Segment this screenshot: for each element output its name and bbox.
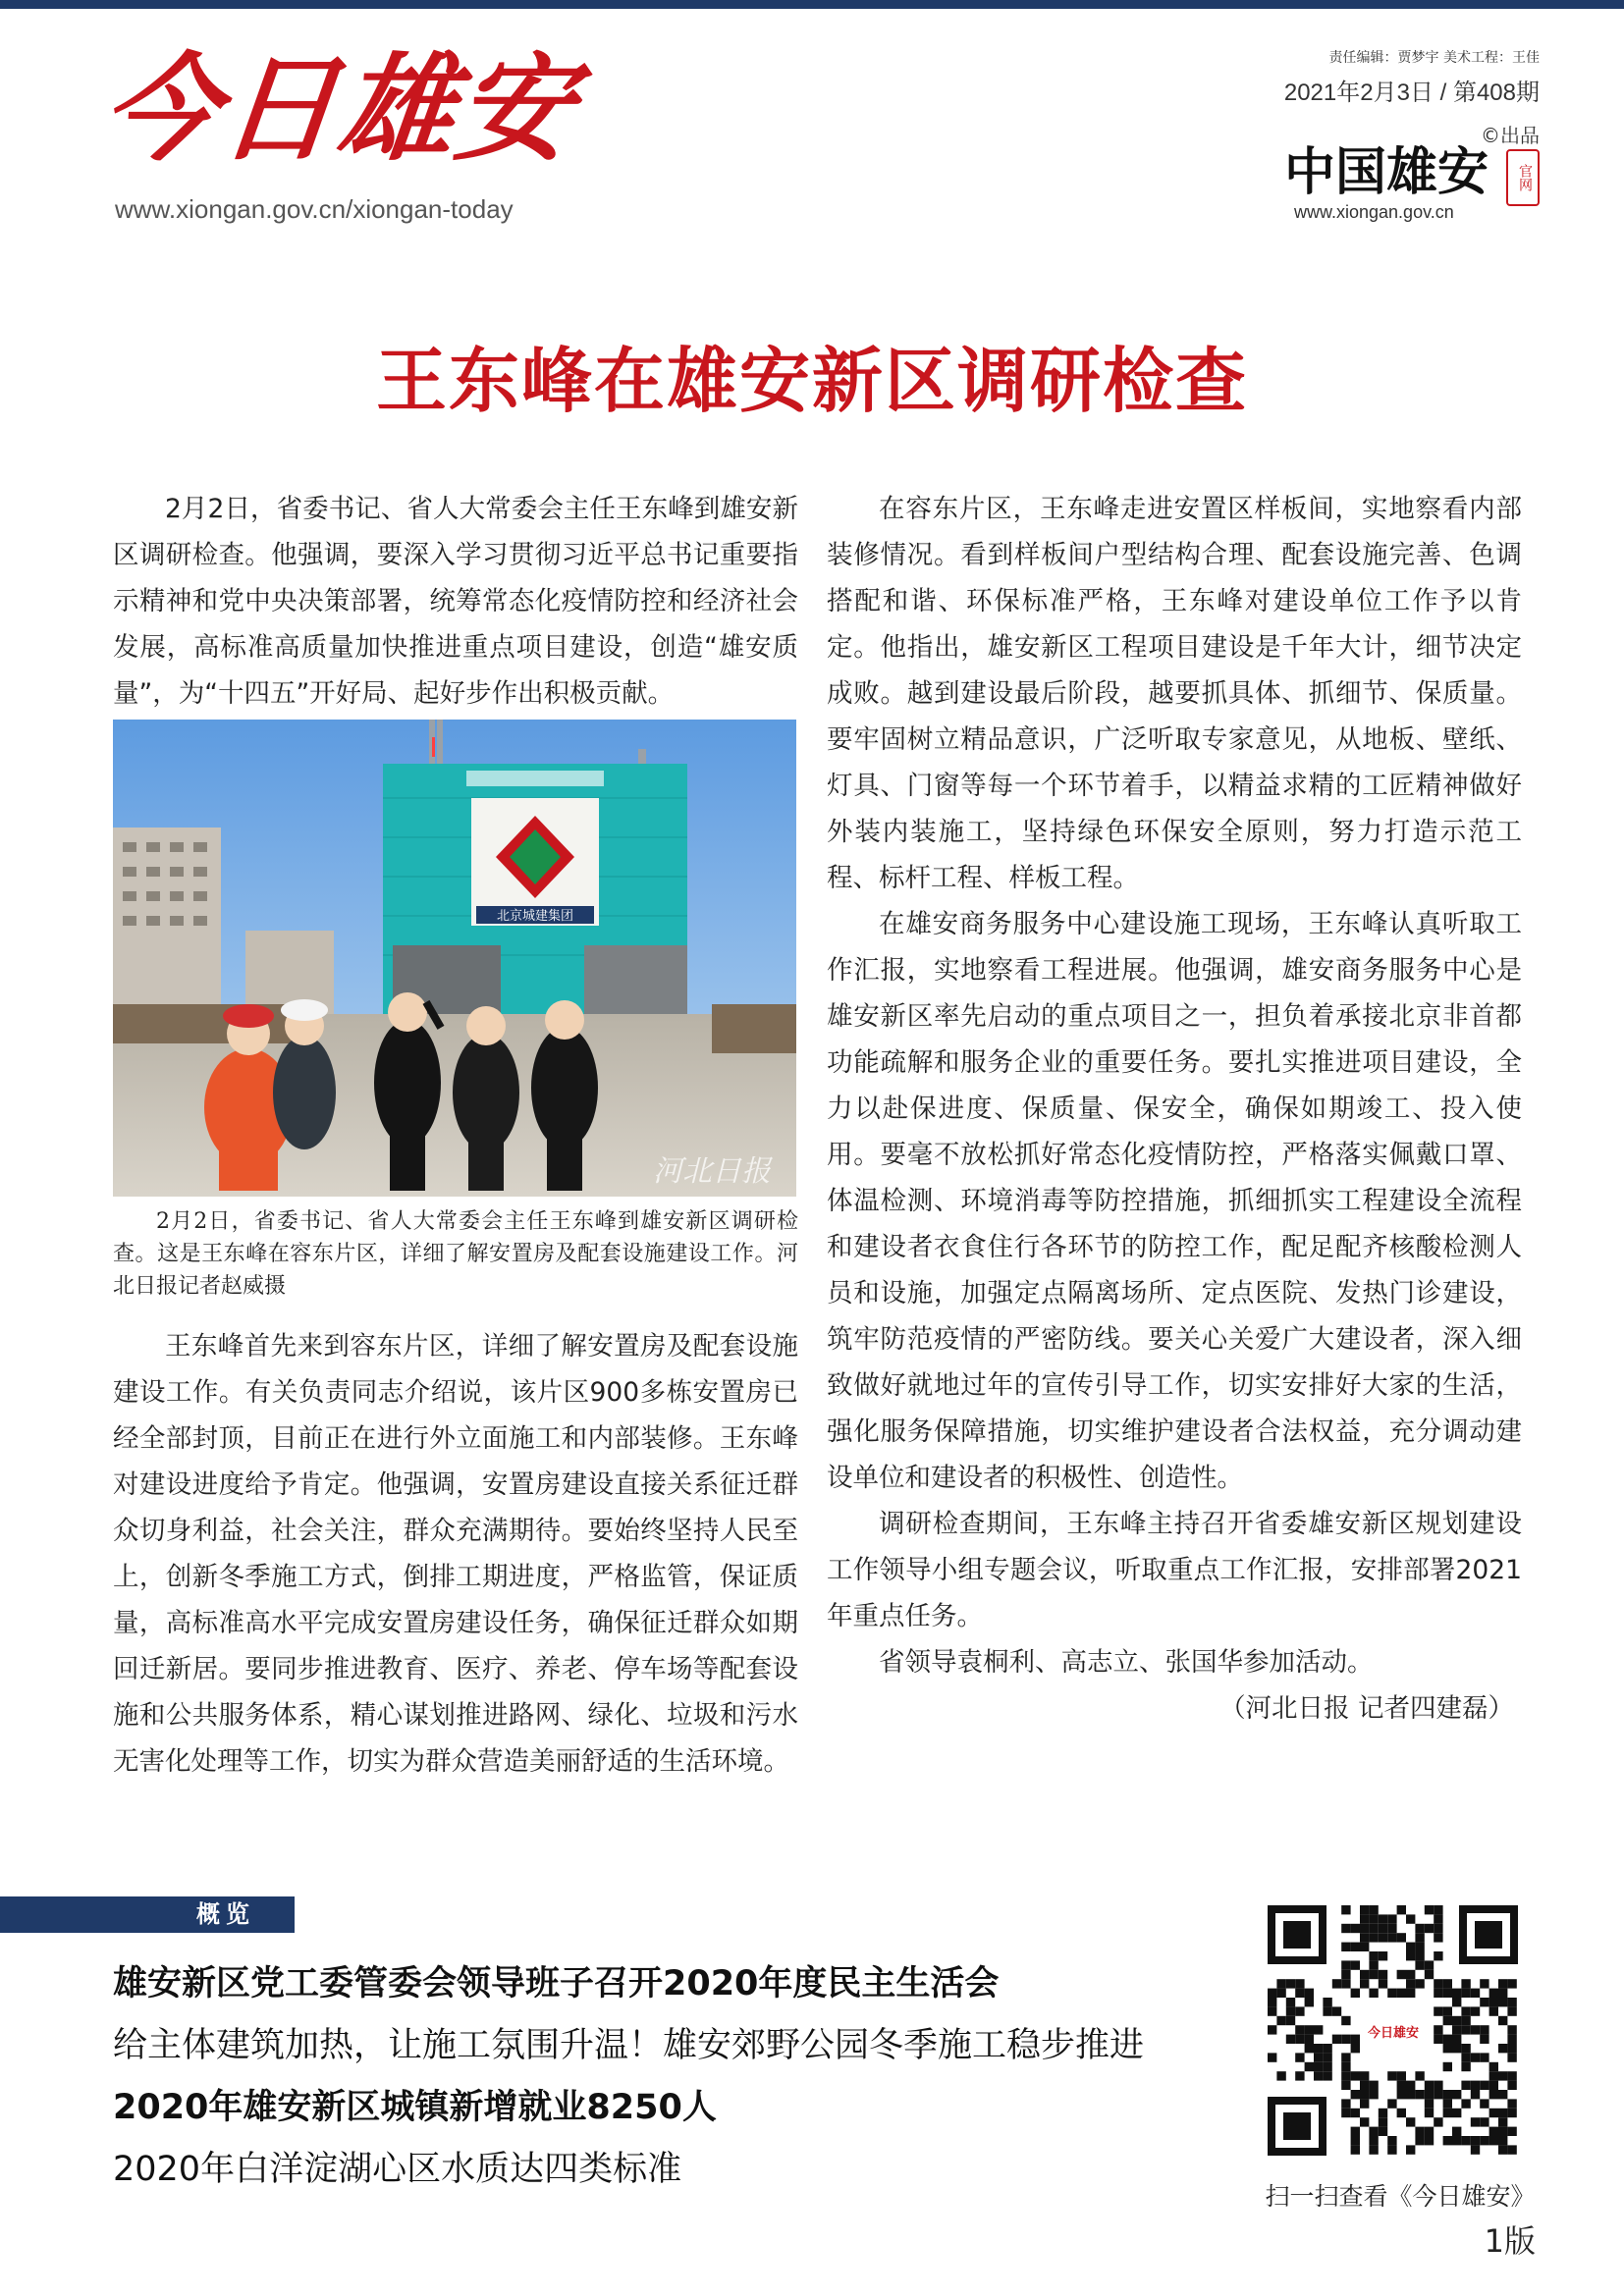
article-headline: 王东峰在雄安新区调研检查 <box>375 339 1248 422</box>
editors-credit: 责任编辑：贾梦宇 美术工程：王佳 <box>1328 50 1540 66</box>
overview-item[interactable]: 2020年白洋淀湖心区水质达四类标准 <box>113 2150 682 2189</box>
paragraph: 调研检查期间，王东峰主持召开省委雄安新区规划建设工作领导小组专题会议，听取重点工作汇报，安排部署2021年重点任务。 <box>827 1509 1522 1631</box>
qr-code[interactable] <box>1264 1901 1522 2160</box>
page-number: 1版 <box>1484 2222 1536 2260</box>
article-column-left-top <box>113 486 798 717</box>
qr-center-logo: 今日雄安 <box>1367 2026 1420 2041</box>
overview-item[interactable]: 雄安新区党工委管委会领导班子召开2020年度民主生活会 <box>113 1964 1000 2003</box>
brand-name: 中国雄安 <box>1284 142 1489 202</box>
article-byline: （河北日报 记者四建磊） <box>1219 1693 1514 1724</box>
photo-sign-text: 北京城建集团 <box>496 909 574 924</box>
photo-caption: 2月2日，省委书记、省人大常委会主任王东峰到雄安新区调研检查。这是王东峰在容东片区，详细了解安置房及配套设施建设工作。河北日报记者赵威摄 <box>113 1209 798 1299</box>
article-column-left-bottom <box>113 1323 798 1785</box>
overview-label: 概览 <box>196 1900 255 1928</box>
overview-item[interactable]: 2020年雄安新区城镇新增就业8250人 <box>113 2088 717 2127</box>
brand-url[interactable]: www.xiongan.gov.cn <box>1294 202 1454 222</box>
qr-caption: 扫一扫查看《今日雄安》 <box>1265 2182 1536 2211</box>
masthead-logo: 今日雄安 <box>95 40 582 177</box>
paragraph: 在容东片区，王东峰走进安置区样板间，实地察看内部装修情况。看到样板间户型结构合理、配套设施完善、色调搭配和谐、环保标准严格，王东峰对建设单位工作予以肯定。他指出，雄安新区工程项目建设是千年大计，细节决定成败。越到建设最后阶段，越要抓具体、抓细节、保质量。要牢固树立精品意识，广泛听取专家意见，从地板、壁纸、灯具、门窗等每一个环节着手，以精益求精的工匠精神做好外装内装施工，坚持绿色环保安全原则，努力打造示范工程、标杆工程、样板工程。 <box>827 494 1522 893</box>
issue-date: 2021年2月3日 / 第408期 <box>1283 80 1540 106</box>
overview-list <box>113 1953 1272 2201</box>
photo-watermark: 河北日报 <box>653 1154 771 1189</box>
paragraph: 在雄安商务服务中心建设施工现场，王东峰认真听取工作汇报，实地察看工程进展。他强调，雄安商务服务中心是雄安新区率先启动的重点项目之一，担负着承接北京非首都功能疏解和服务企业的重要任务。要扎实推进项目建设，全力以赴保进度、保质量、保安全，确保如期竣工、投入使用。要毫不放松抓好常态化疫情防控，严格落实佩戴口罩、体温检测、环境消毒等防控措施，抓细抓实工程建设全流程和建设者衣食住行各环节的防控工作，配足配齐核酸检测人员和设施，加强定点隔离场所、定点医院、发热门诊建设，筑牢防范疫情的严密防线。要关心关爱广大建设者，深入细致做好就地过年的宣传引导工作，切实安排好大家的生活，强化服务保障措施，切实维护建设者合法权益，充分调动建设单位和建设者的积极性、创造性。 <box>827 909 1522 1493</box>
paragraph: 王东峰首先来到容东片区，详细了解安置房及配套设施建设工作。有关负责同志介绍说，该片区900多栋安置房已经全部封顶，目前正在进行外立面施工和内部装修。王东峰对建设进度给予肯定。他强调，安置房建设直接关系征迁群众切身利益，社会关注，群众充满期待。要始终坚持人民至上，创新冬季施工方式，倒排工期进度，严格监管，保证质量，高标准高水平完成安置房建设任务，确保征迁群众如期回迁新居。要同步推进教育、医疗、养老、停车场等配套设施和公共服务体系，精心谋划推进路网、绿化、垃圾和污水无害化处理等工作，切实为群众营造美丽舒适的生活环境。 <box>113 1331 798 1777</box>
article-photo <box>113 720 796 1197</box>
brand-seal-icon: 官网 <box>1506 149 1540 206</box>
brand-logo <box>1284 142 1540 222</box>
top-decorative-bar <box>0 0 1624 9</box>
produced-by: ©出品 <box>1481 124 1540 147</box>
overview-item[interactable]: 给主体建筑加热，让施工氛围升温！雄安郊野公园冬季施工稳步推进 <box>113 2026 1145 2065</box>
paragraph: 2月2日，省委书记、省人大常委会主任王东峰到雄安新区调研检查。他强调，要深入学习贯彻习近平总书记重要指示精神和党中央决策部署，统筹常态化疫情防控和经济社会发展，高标准高质量加快推进重点项目建设，创造“雄安质量”，为“十四五”开好局、起好步作出积极贡献。 <box>113 494 798 709</box>
article-column-right <box>827 486 1522 1732</box>
paragraph: 省领导袁桐利、高志立、张国华参加活动。 <box>879 1647 1374 1678</box>
masthead-url[interactable]: www.xiongan.gov.cn/xiongan-today <box>115 194 514 224</box>
